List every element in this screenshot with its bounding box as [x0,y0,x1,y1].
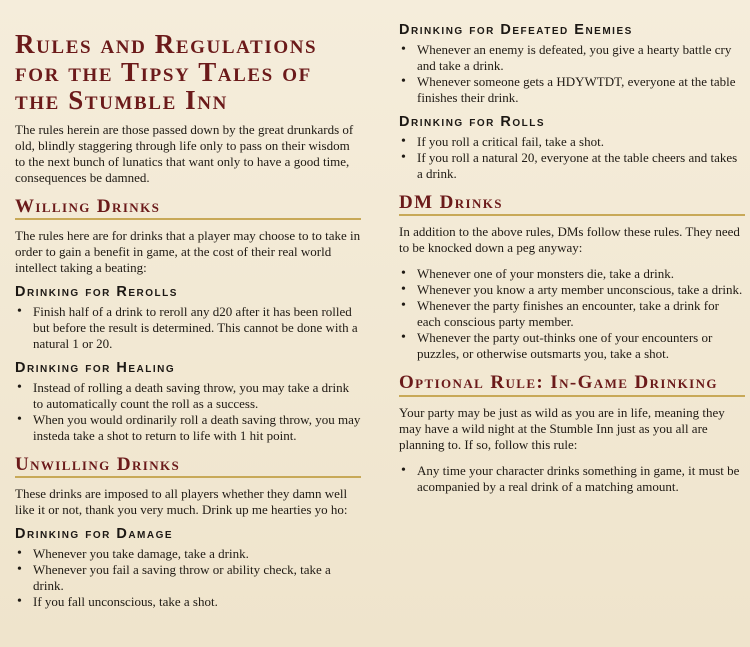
left-column [15,30,361,616]
damage-heading: Drinking for Damage [15,526,174,542]
list-item: • If you roll a natural 20, everyone at the table cheers and takes a drink. [399,150,745,182]
list-item: • Whenever the party out-thinks one of your encounters or puzzles, or otherwise outsmarts you, take a shot. [399,330,745,362]
document-title: Rules and Regulations for the Tipsy Tales of the Stumble Inn [15,29,318,115]
damage-list [15,546,361,610]
healing-heading: Drinking for Healing [15,360,176,376]
list-item: • Instead of rolling a death saving throw, you may take a drink to automatically count the roll as a success. [15,380,361,412]
list-item: • Whenever one of your monsters die, take a drink. [399,266,745,282]
unwilling-drinks-text: These drinks are imposed to all players whether they damn well like it or not, thank you very much. Drink up me hearties yo ho: [15,486,348,517]
dm-drinks-heading: DM Drinks [399,192,745,216]
right-column [399,22,745,501]
rolls-list [399,134,745,182]
rolls-heading: Drinking for Rolls [399,114,545,130]
defeated-enemies-list [399,42,745,106]
list-item: • If you fall unconscious, take a shot. [15,594,361,610]
healing-list [15,380,361,444]
willing-drinks-heading: Willing Drinks [15,196,361,220]
list-item: • Whenever you know a arty member unconscious, take a drink. [399,282,745,298]
optional-rule-list [399,463,745,495]
rerolls-heading: Drinking for Rerolls [15,284,178,300]
list-item: • Whenever an enemy is defeated, you give a hearty battle cry and take a drink. [399,42,745,74]
rerolls-list [15,304,361,352]
optional-rule-heading: Optional Rule: In-Game Drinking [399,372,745,397]
unwilling-drinks-heading: Unwilling Drinks [15,454,361,478]
dm-drinks-list [399,266,745,362]
list-item: • If you roll a critical fail, take a shot. [399,134,745,150]
optional-rule-text: Your party may be just as wild as you are in life, meaning they may have a wild night at the Stumble Inn just as you all are planning to. If so, follow this rule: [399,405,725,452]
list-item: • Whenever you take damage, take a drink. [15,546,361,562]
list-item: • Whenever the party finishes an encounter, take a drink for each conscious party member. [399,298,745,330]
list-item: • Whenever you fail a saving throw or ability check, take a drink. [15,562,361,594]
list-item: • When you would ordinarily roll a death saving throw, you may insteda take a shot to return to life with 1 hit point. [15,412,361,444]
intro-paragraph: The rules herein are those passed down by the great drunkards of old, blindly staggering through life only to pass on their wisdom to the next bunch of lunatics that want only to have a good time, consequences be damned. [15,122,354,185]
defeated-enemies-heading: Drinking for Defeated Enemies [399,22,633,38]
list-item: • Whenever someone gets a HDYWTDT, everyone at the table finishes their drink. [399,74,745,106]
list-item: • Any time your character drinks something in game, it must be acompanied by a real drink of a matching amount. [399,463,745,495]
dm-drinks-text: In addition to the above rules, DMs follow these rules. They need to be knocked down a peg anyway: [399,224,740,255]
list-item: • Finish half of a drink to reroll any d20 after it has been rolled but before the result is determined. This cannot be done with a natural 1 or 20. [15,304,361,352]
willing-drinks-text: The rules here are for drinks that a player may choose to to take in order to gain a benefit in game, at the cost of their real world intellect taking a beating: [15,228,361,275]
